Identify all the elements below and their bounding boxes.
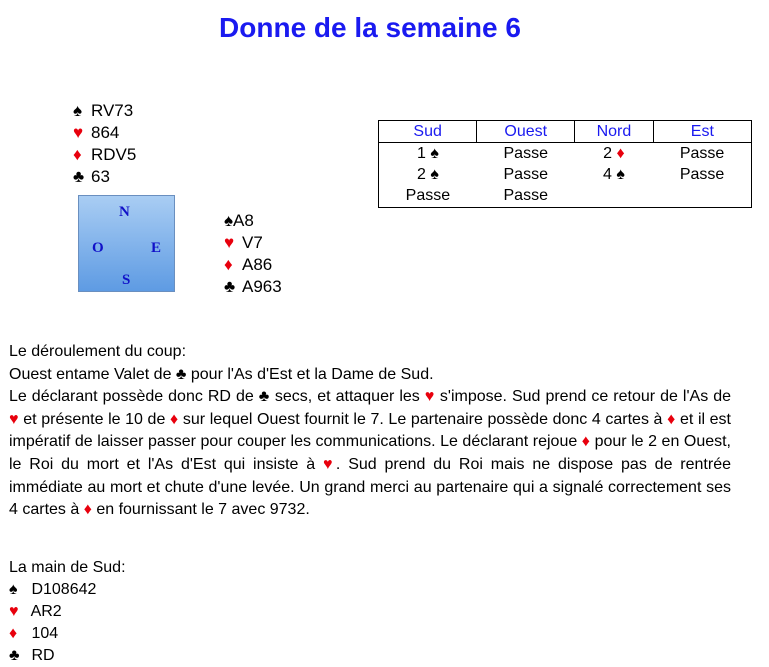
- bid-cell: Passe: [679, 144, 725, 162]
- bid-level: 4: [602, 165, 612, 183]
- description-lead: Ouest entame Valet de ♣ pour l'As d'Est et la Dame de Sud.: [9, 365, 434, 383]
- bid-level: 1: [416, 144, 426, 162]
- bid-cell: [575, 185, 654, 206]
- compass-box: [78, 195, 175, 292]
- club-icon: ♣: [224, 277, 236, 296]
- heart-icon: ♥: [323, 455, 336, 473]
- heart-icon: ♥: [9, 603, 19, 620]
- bidding-table: [378, 120, 752, 208]
- club-icon: ♣: [9, 647, 20, 664]
- bidding-row: [379, 164, 751, 185]
- east-hearts: V7: [242, 233, 263, 252]
- south-clubs: RD: [31, 647, 55, 664]
- bidding-header-nord: Nord: [575, 121, 654, 143]
- south-hearts: AR2: [30, 603, 62, 620]
- spade-icon: ♠: [73, 101, 83, 120]
- south-hand: [9, 557, 126, 667]
- heart-icon: ♥: [224, 233, 235, 252]
- east-hand: [224, 210, 282, 298]
- bidding-row: [379, 143, 751, 165]
- east-diamonds: A86: [242, 255, 273, 274]
- bid-cell: Passe: [679, 165, 725, 183]
- diamond-icon: ♦: [9, 625, 18, 642]
- bidding-header-ouest: Ouest: [477, 121, 575, 143]
- bid-cell: Passe: [503, 144, 548, 162]
- diamond-icon: ♦: [581, 433, 591, 451]
- club-icon: ♣: [175, 365, 187, 383]
- heart-icon: ♥: [9, 410, 19, 428]
- compass-south: S: [122, 272, 131, 288]
- north-hand: [73, 100, 136, 188]
- south-diamonds: 104: [31, 625, 59, 642]
- spade-icon: ♠: [430, 144, 439, 162]
- bid-cell: Passe: [405, 186, 451, 204]
- bidding-body: [379, 143, 751, 207]
- heart-icon: ♥: [73, 123, 84, 142]
- description-body: Le déclarant possède donc RD de ♣ secs, et attaquer les ♥ s'impose. Sud prend ce retour de l'As de ♥ et présente le 10 de ♦ sur lequel Ouest fournit le 7. Le partenaire possède donc 4 cartes à ♦ et il est impératif de laisser passer pour couper les communications. Le déclarant rejoue ♦ pour le 2 en Ouest, le Roi du mort et l'As d'Est qui insiste à ♥. Sud prend du Roi mais ne dispose pas de rentrée immédiate au mort et chute d'une levée. Un grand merci au partenaire qui a signalé correctement ses 4 cartes à ♦ en fournissant le 7 avec 9732.: [9, 388, 732, 519]
- club-icon: ♣: [73, 167, 85, 186]
- bid-cell: Passe: [503, 186, 548, 204]
- east-clubs: A963: [242, 277, 282, 296]
- south-spades: D108642: [31, 581, 97, 598]
- spade-icon: ♠: [616, 165, 625, 183]
- bidding-row: [379, 185, 751, 206]
- south-heading: La main de Sud:: [9, 559, 126, 576]
- bid-cell: [653, 185, 751, 206]
- diamond-icon: ♦: [667, 410, 676, 428]
- bid-level: 2: [416, 165, 426, 183]
- club-icon: ♣: [258, 388, 270, 406]
- bid-cell: [379, 164, 477, 185]
- compass-north: N: [119, 204, 130, 220]
- north-diamonds: RDV5: [91, 145, 137, 164]
- diamond-icon: ♦: [224, 255, 233, 274]
- north-spades: RV73: [91, 101, 134, 120]
- bidding-header-sud: Sud: [379, 121, 477, 143]
- east-spades: A8: [233, 211, 254, 230]
- play-description: [9, 341, 731, 522]
- diamond-icon: ♦: [169, 410, 179, 428]
- spade-icon: ♠: [9, 581, 18, 598]
- bid-cell: [379, 143, 477, 165]
- spade-icon: ♠: [224, 211, 234, 230]
- diamond-icon: ♦: [73, 145, 82, 164]
- bidding-header-est: Est: [653, 121, 751, 143]
- bid-cell: [575, 164, 654, 185]
- diamond-icon: ♦: [616, 144, 625, 162]
- north-hearts: 864: [91, 123, 120, 142]
- description-heading: Le déroulement du coup:: [9, 343, 187, 360]
- north-clubs: 63: [91, 167, 110, 186]
- spade-icon: ♠: [430, 165, 439, 183]
- compass-west: O: [92, 240, 104, 256]
- bid-level: 2: [603, 144, 613, 162]
- diamond-icon: ♦: [83, 501, 92, 519]
- bid-cell: [575, 143, 654, 165]
- bid-cell: Passe: [503, 165, 548, 183]
- heart-icon: ♥: [424, 388, 435, 406]
- compass-east: E: [151, 240, 162, 256]
- page-title: Donne de la semaine 6: [219, 12, 521, 43]
